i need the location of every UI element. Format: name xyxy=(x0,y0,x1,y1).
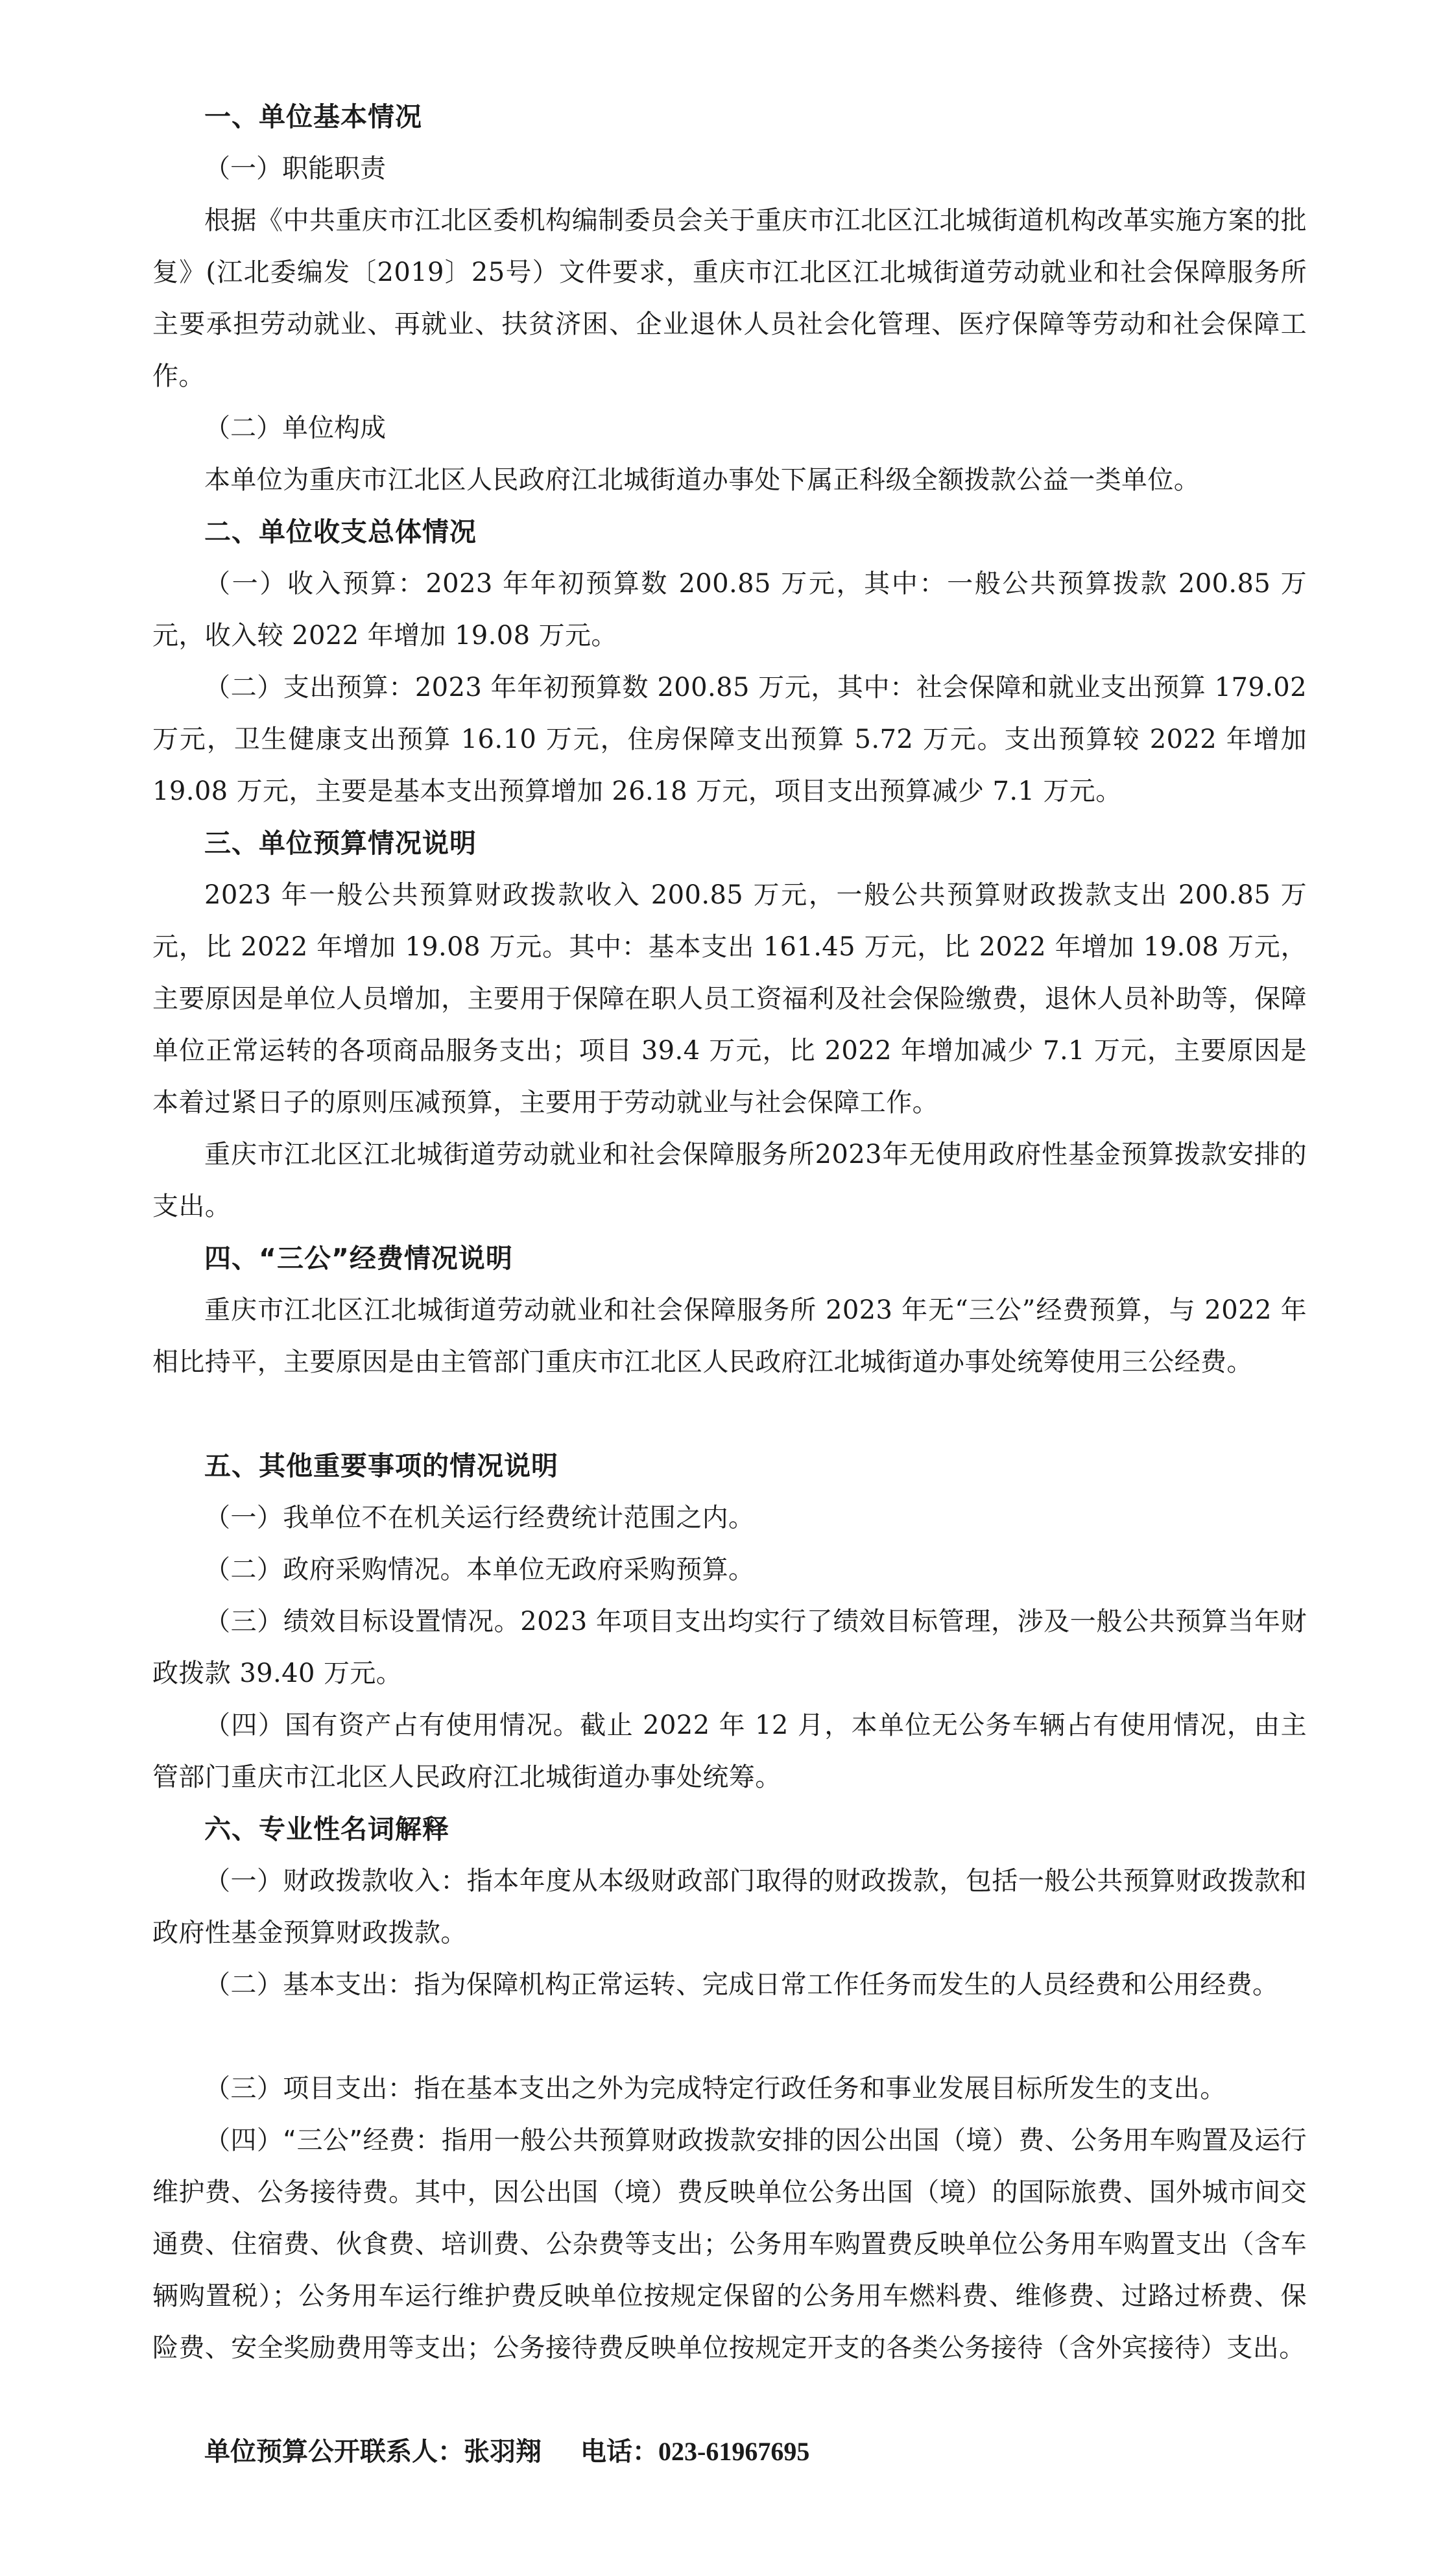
section2-heading: 二、单位收支总体情况 xyxy=(204,516,477,547)
section1-heading: 一、单位基本情况 xyxy=(204,101,422,132)
section3-heading: 三、单位预算情况说明 xyxy=(204,828,477,859)
contact-phone-label: 电话： xyxy=(580,2437,658,2467)
section5-item-4: （四）国有资产占有使用情况。截止 2022 年 12 月，本单位无公务车辆占有使用情况，由主管部门重庆市江北区人民政府江北城街道办事处统筹。 xyxy=(152,1710,1307,1792)
income-lead: （一）收入预算： xyxy=(204,569,426,599)
section6-heading: 六、专业性名词解释 xyxy=(204,1814,449,1845)
section3-paragraph-1: 2023 年一般公共预算财政拨款收入 200.85 万元，一般公共预算财政拨款支出 200.85 万元，比 2022 年增加 19.08 万元。其中：基本支出 161.45 万元，比 2022 年增加 19.08 万元，主要原因是单位人员增加，主要用于保障在职人员工资福利及社会保险缴费，退休人员补助等，保障单位正常运转的各项商品服务支出；项目 39.4 万元，比 2022 年增加减少 7.1 万元，主要原因是本着过紧日子的原则压减预算，主要用于劳动就业与社会保障工作。 xyxy=(152,880,1307,1118)
contact-person: 单位预算公开联系人：张羽翔 xyxy=(204,2437,542,2467)
section2-income-paragraph xyxy=(152,558,1307,662)
contact-line xyxy=(152,2426,1307,2478)
section6-term-2 xyxy=(152,1959,1307,2011)
term4-lead: （四）“三公”经费： xyxy=(204,2126,442,2155)
term3-text: 指在基本支出之外为完成特定行政任务和事业发展目标所发生的支出。 xyxy=(414,2074,1226,2103)
contact-phone: 023-61967695 xyxy=(658,2437,810,2466)
term1-text: 指本年度从本级财政部门取得的财政拨款，包括一般公共预算财政拨款和政府性基金预算财政拨款。 xyxy=(152,1866,1307,1948)
section2-expense-paragraph xyxy=(152,662,1307,817)
section4-heading: 四、“三公”经费情况说明 xyxy=(204,1243,513,1274)
section5-heading: 五、其他重要事项的情况说明 xyxy=(204,1450,558,1481)
term1-lead: （一）财政拨款收入： xyxy=(204,1866,467,1896)
section6-term-4 xyxy=(152,2114,1307,2374)
section5-item-2: （二）政府采购情况。本单位无政府采购预算。 xyxy=(204,1555,755,1585)
section5-item-3: （三）绩效目标设置情况。2023 年项目支出均实行了绩效目标管理，涉及一般公共预算当年财政拨款 39.40 万元。 xyxy=(152,1607,1307,1688)
section1-composition-paragraph: 本单位为重庆市江北区人民政府江北城街道办事处下属正科级全额拨款公益一类单位。 xyxy=(204,465,1200,495)
section4-paragraph: 重庆市江北区江北城街道劳动就业和社会保障服务所 2023 年无“三公”经费预算，与 2022 年相比持平，主要原因是由主管部门重庆市江北区人民政府江北城街道办事处统筹使用三公经费。 xyxy=(152,1295,1307,1377)
term2-text: 指为保障机构正常运转、完成日常工作任务而发生的人员经费和公用经费。 xyxy=(414,1970,1279,2000)
expense-text: 2023 年年初预算数 200.85 万元，其中：社会保障和就业支出预算 179.02 万元，卫生健康支出预算 16.10 万元，住房保障支出预算 5.72 万元。支出预算较 2022 年增加 19.08 万元，主要是基本支出预算增加 26.18 万元，项目支出预算减少 7.1 万元。 xyxy=(152,673,1307,806)
term3-lead: （三）项目支出： xyxy=(204,2074,414,2103)
section1-sub-composition: （二）单位构成 xyxy=(204,413,386,443)
section1-sub-duties: （一）职能职责 xyxy=(204,154,386,184)
expense-lead: （二）支出预算： xyxy=(204,673,415,702)
income-text: 2023 年年初预算数 200.85 万元，其中：一般公共预算拨款 200.85 万元，收入较 2022 年增加 19.08 万元。 xyxy=(152,569,1307,651)
term4-text: 指用一般公共预算财政拨款安排的因公出国（境）费、公务用车购置及运行维护费、公务接待费。其中，因公出国（境）费反映单位公务出国（境）的国际旅费、国外城市间交通费、住宿费、伙食费、培训费、公杂费等支出；公务用车购置费反映单位公务用车购置支出（含车辆购置税）；公务用车运行维护费反映单位按规定保留的公务用车燃料费、维修费、过路过桥费、保险费、安全奖励费用等支出；公务接待费反映单位按规定开支的各类公务接待（含外宾接待）支出。 xyxy=(152,2126,1307,2363)
section1-duties-paragraph: 根据《中共重庆市江北区委机构编制委员会关于重庆市江北区江北城街道机构改革实施方案的批复》(江北委编发〔2019〕25号）文件要求，重庆市江北区江北城街道劳动就业和社会保障服务所主要承担劳动就业、再就业、扶贫济困、企业退休人员社会化管理、医疗保障等劳动和社会保障工作。 xyxy=(152,206,1307,391)
term2-lead: （二）基本支出： xyxy=(204,1970,414,2000)
section3-paragraph-2: 重庆市江北区江北城街道劳动就业和社会保障服务所2023年无使用政府性基金预算拨款安排的支出。 xyxy=(152,1140,1307,1221)
section6-term-3 xyxy=(152,2063,1307,2114)
section5-item-1: （一）我单位不在机关运行经费统计范围之内。 xyxy=(204,1503,755,1533)
section6-term-1 xyxy=(152,1855,1307,1959)
